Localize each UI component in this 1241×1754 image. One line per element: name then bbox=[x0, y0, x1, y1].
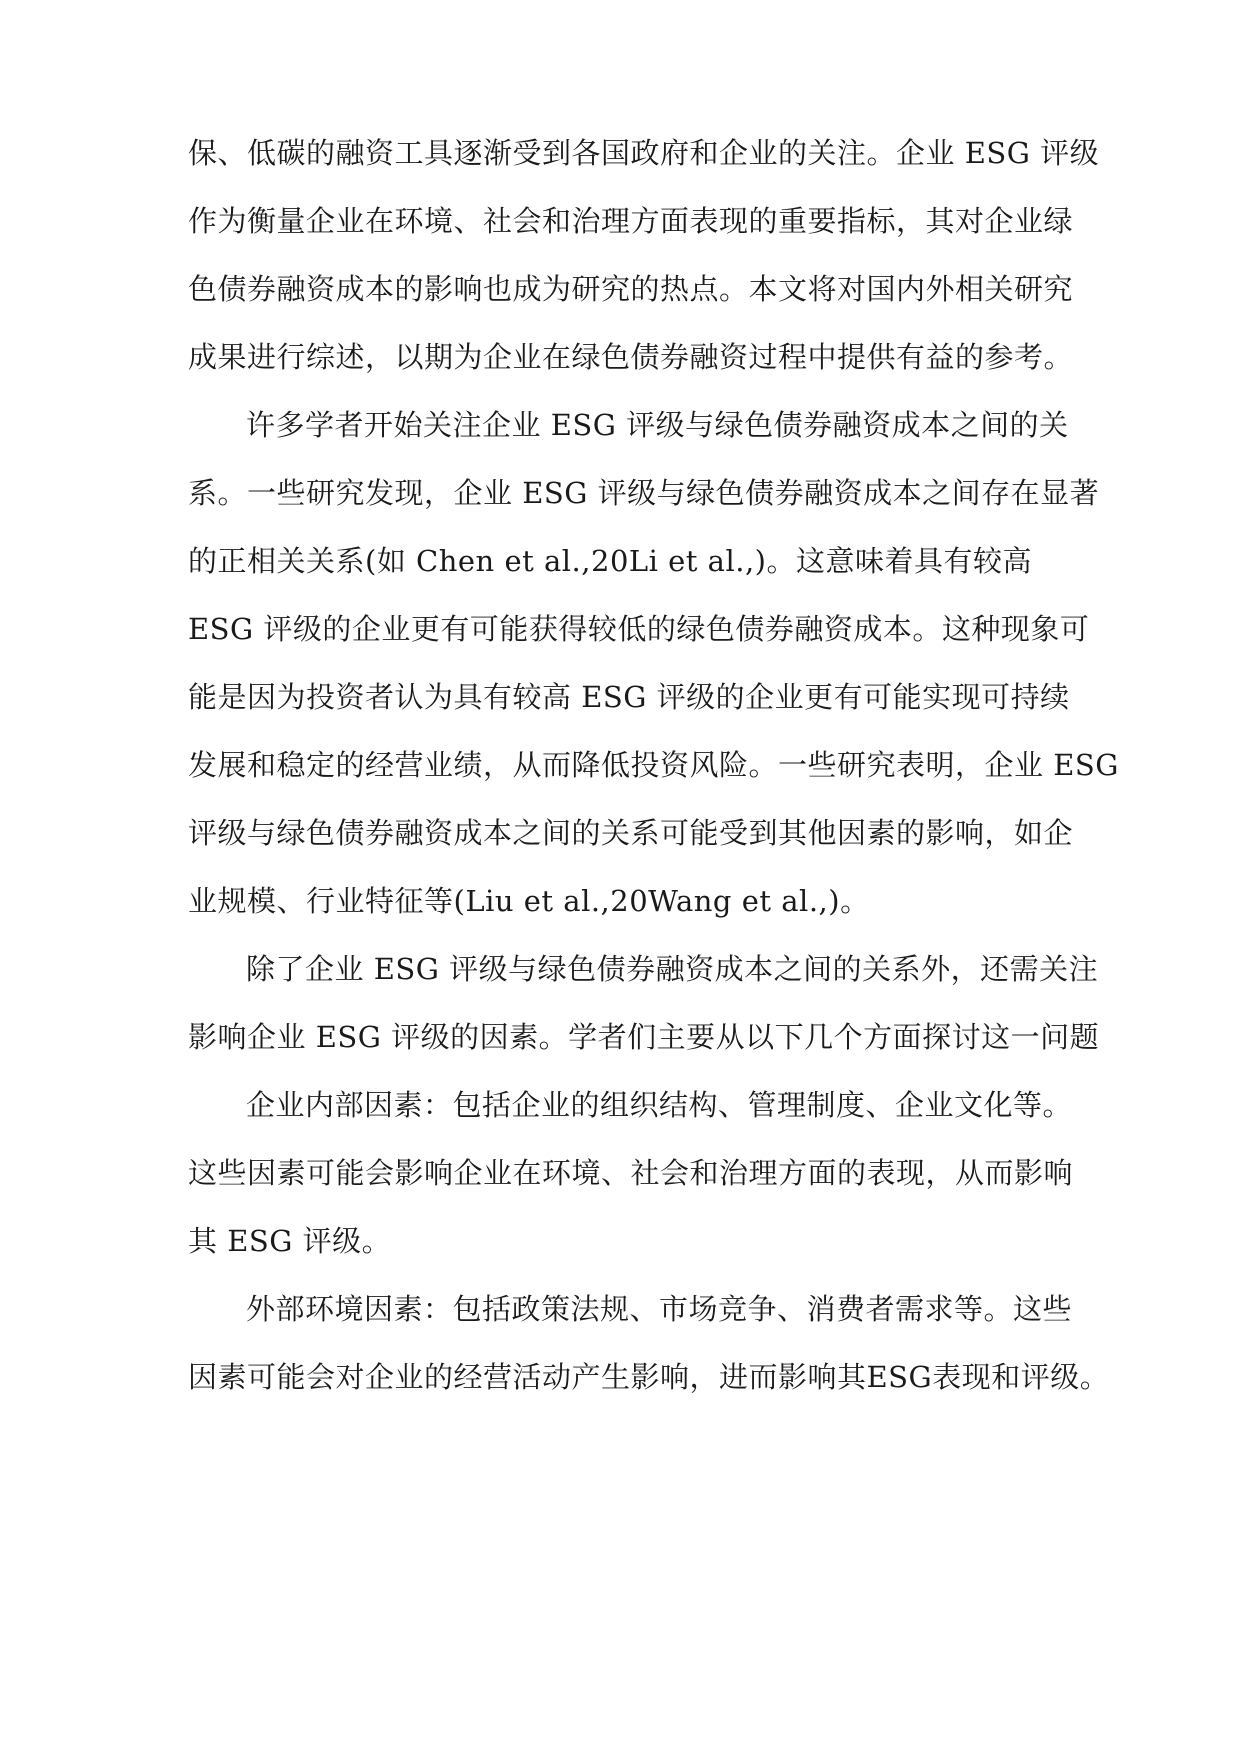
text-line: 其 ESG 评级。 bbox=[188, 1224, 392, 1258]
text-line: 影响企业 ESG 评级的因素。学者们主要从以下几个方面探讨这一问题 bbox=[188, 1020, 1100, 1054]
text-line: 保、低碳的融资工具逐渐受到各国政府和企业的关注。企业 ESG 评级 bbox=[188, 136, 1100, 170]
text-line: 业规模、行业特征等(Liu et al.,20Wang et al.,)。 bbox=[188, 884, 870, 918]
text-line: 作为衡量企业在环境、社会和治理方面表现的重要指标，其对企业绿 bbox=[188, 204, 1074, 238]
text-line: 成果进行综述，以期为企业在绿色债券融资过程中提供有益的参考。 bbox=[188, 340, 1074, 374]
text-line: 评级与绿色债券融资成本之间的关系可能受到其他因素的影响，如企 bbox=[188, 816, 1074, 850]
text-line: 系。一些研究发现，企业 ESG 评级与绿色债券融资成本之间存在显著 bbox=[188, 476, 1100, 510]
text-line: ESG 评级的企业更有可能获得较低的绿色债券融资成本。这种现象可 bbox=[188, 612, 1090, 646]
text-line: 色债券融资成本的影响也成为研究的热点。本文将对国内外相关研究 bbox=[188, 272, 1074, 306]
text-line: 这些因素可能会影响企业在环境、社会和治理方面的表现，从而影响 bbox=[188, 1156, 1074, 1190]
text-line: 发展和稳定的经营业绩，从而降低投资风险。一些研究表明，企业 ESG bbox=[188, 748, 1119, 782]
paragraph-first-line: 许多学者开始关注企业 ESG 评级与绿色债券融资成本之间的关 bbox=[246, 408, 1069, 442]
text-line: 因素可能会对企业的经营活动产生影响，进而影响其ESG表现和评级。 bbox=[188, 1360, 1110, 1394]
text-line: 能是因为投资者认为具有较高 ESG 评级的企业更有可能实现可持续 bbox=[188, 680, 1070, 714]
text-line: 的正相关关系(如 Chen et al.,20Li et al.,)。这意味着具有较高 bbox=[188, 544, 1032, 578]
paragraph-first-line: 外部环境因素：包括政策法规、市场竞争、消费者需求等。这些 bbox=[246, 1292, 1073, 1326]
paragraph-first-line: 企业内部因素：包括企业的组织结构、管理制度、企业文化等。 bbox=[246, 1088, 1073, 1122]
paragraph-first-line: 除了企业 ESG 评级与绿色债券融资成本之间的关系外，还需关注 bbox=[246, 952, 1099, 986]
